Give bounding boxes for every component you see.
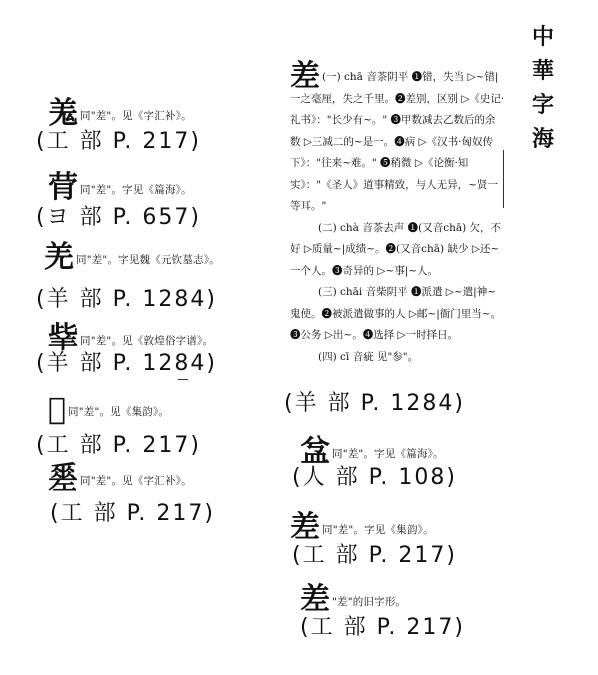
handwritten-reference: (工 部 P. 217) <box>36 129 201 154</box>
main-entry-section <box>290 59 506 218</box>
headword: 𦍧 <box>48 321 78 356</box>
divider <box>178 379 188 380</box>
main-entry-section: (四) cī 音疵 见"参"。 <box>318 350 419 363</box>
definition: 同"差"。见《字汇补》。 <box>80 110 192 122</box>
definition: "差"的旧字形。 <box>332 596 407 608</box>
headword: 差 <box>290 59 320 94</box>
handwritten-reference: (工 部 P. 217) <box>50 501 215 526</box>
handwritten-reference: (工 部 P. 217) <box>300 615 465 640</box>
book-title <box>528 20 558 156</box>
handwritten-reference: (工 部 P. 217) <box>36 433 201 458</box>
definition: 同"差"。字见《篇海》。 <box>332 448 444 460</box>
headword: 𢀩 <box>48 461 78 496</box>
book-title-char: 華 <box>531 58 554 84</box>
headword: 䒿 <box>48 170 78 205</box>
definition: 同"差"。见《集韵》。 <box>68 406 170 418</box>
handwritten-reference: (工 部 P. 217) <box>292 543 457 568</box>
main-entry-section: (二) chà 音茶去声 ❶(又音chā) 欠，不好 ▷质量~|成绩~。❷(又音chā) 缺少 ▷还~一个人。❸奇异的 ▷~事|~人。 <box>290 221 502 277</box>
book-title-char: 海 <box>531 126 554 152</box>
main-entry-section: (三) chāi 音柴阴平 ❶派遣 ▷~遣|神~鬼使。❷被派遣做事的人 ▷邮~|衙门里当~。❸公务 ▷出~。❹选择 ▷一时择日。 <box>290 286 502 341</box>
definition: (一) chā 音茶阴平 ❶错，失当 ▷~错|一之毫厘，失之千里。❷差别，区别 ▷《史记·礼书》："长少有~。" ❸甲数减去乙数后的余数 ▷三减二的~是一。❹病 ▷《汉书·匈奴传下》："往来~难。" ❺稍微 ▷《论衡·知实》："《圣人》道事精致，与人无异，~贤一等耳。" <box>290 71 505 212</box>
book-title-char: 中 <box>531 24 554 50</box>
main-entry <box>290 59 506 368</box>
headword: 羗 <box>48 96 78 131</box>
handwritten-reference: (ヨ 部 P. 657) <box>36 205 201 230</box>
handwritten-reference: (人 部 P. 108) <box>292 465 457 490</box>
handwritten-reference: (羊 部 P. 1284) <box>284 391 465 416</box>
headword: 差 <box>300 582 330 617</box>
headword: 㿽 <box>300 434 330 469</box>
margin-line <box>503 150 504 208</box>
book-title-char: 字 <box>531 92 554 118</box>
definition: 同"差"。字见魏《元钦墓志》。 <box>76 254 220 266</box>
handwritten-reference: (羊 部 P. 1284) <box>36 351 217 376</box>
definition: 同"差"。见《敦煌俗字谱》。 <box>80 335 214 347</box>
entry <box>48 392 169 427</box>
headword: 羌 <box>44 240 74 275</box>
headword: 差 <box>290 510 320 545</box>
entry <box>48 458 192 496</box>
definition: 同"差"。字见《集韵》。 <box>322 524 434 536</box>
definition: 同"差"。字见《篇海》。 <box>80 184 192 196</box>
handwritten-reference: (羊 部 P. 1284) <box>36 287 217 312</box>
headword: 𢀤 <box>48 392 67 427</box>
definition: 同"差"。见《字汇补》。 <box>80 475 192 487</box>
entry <box>44 232 274 276</box>
